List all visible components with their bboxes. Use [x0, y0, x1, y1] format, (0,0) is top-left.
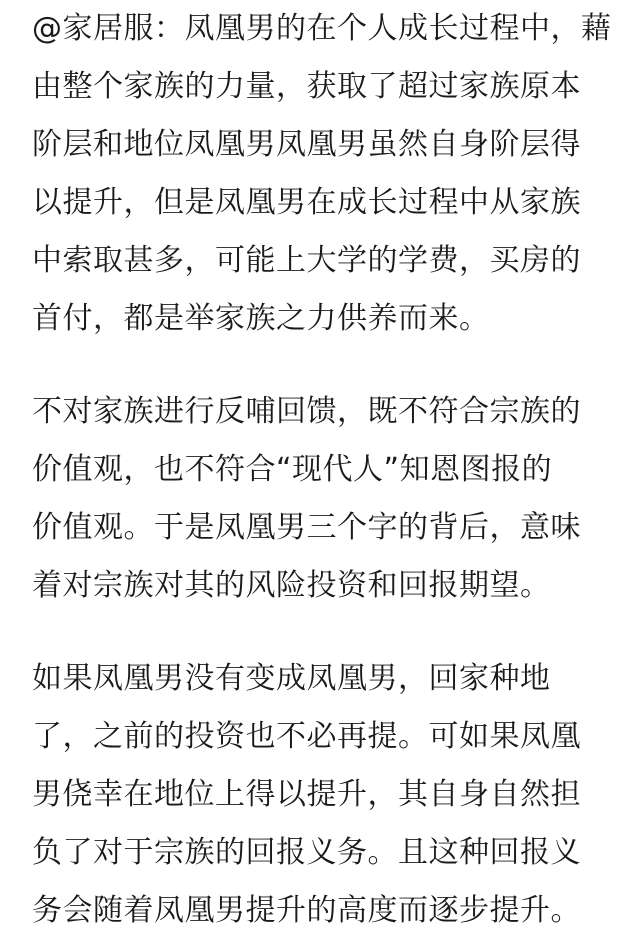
paragraph-gap	[32, 348, 632, 383]
paragraph-line: 首付，都是举家族之力供养而来。	[32, 301, 490, 336]
paragraph-line: 价值观，也不符合“现代人”知恩图报的	[32, 452, 553, 487]
paragraph-line: 以提升，但是凤凰男在成长过程中从家族	[32, 185, 581, 220]
article-body	[32, 0, 632, 940]
paragraph-line: 不对家族进行反哺回馈，既不符合宗族的	[32, 394, 581, 429]
paragraph-line: 如果凤凰男没有变成凤凰男，回家种地	[32, 661, 551, 696]
paragraph-line: 务会随着凤凰男提升的高度而逐步提升。	[32, 893, 581, 928]
paragraph-line: 了，之前的投资也不必再提。可如果凤凰	[32, 719, 581, 754]
paragraph-line: 男侥幸在地位上得以提升，其自身自然担	[32, 777, 581, 812]
paragraph-line: 价值观。于是凤凰男三个字的背后，意味	[32, 510, 581, 545]
paragraph-line: @家居服：凤凰男的在个人成长过程中，藉	[32, 11, 612, 46]
paragraph-line: 阶层和地位凤凰男凤凰男虽然自身阶层得	[32, 127, 581, 162]
paragraph-line: 着对宗族对其的风险投资和回报期望。	[32, 568, 551, 603]
paragraph-line: 负了对于宗族的回报义务。且这种回报义	[32, 835, 581, 870]
paragraph-line: 中索取甚多，可能上大学的学费，买房的	[32, 243, 581, 278]
paragraph-3	[32, 650, 632, 940]
paragraph-line: 由整个家族的力量，获取了超过家族原本	[32, 69, 581, 104]
paragraph-gap	[32, 615, 632, 650]
paragraph-2	[32, 383, 632, 615]
paragraph-1	[32, 0, 632, 348]
